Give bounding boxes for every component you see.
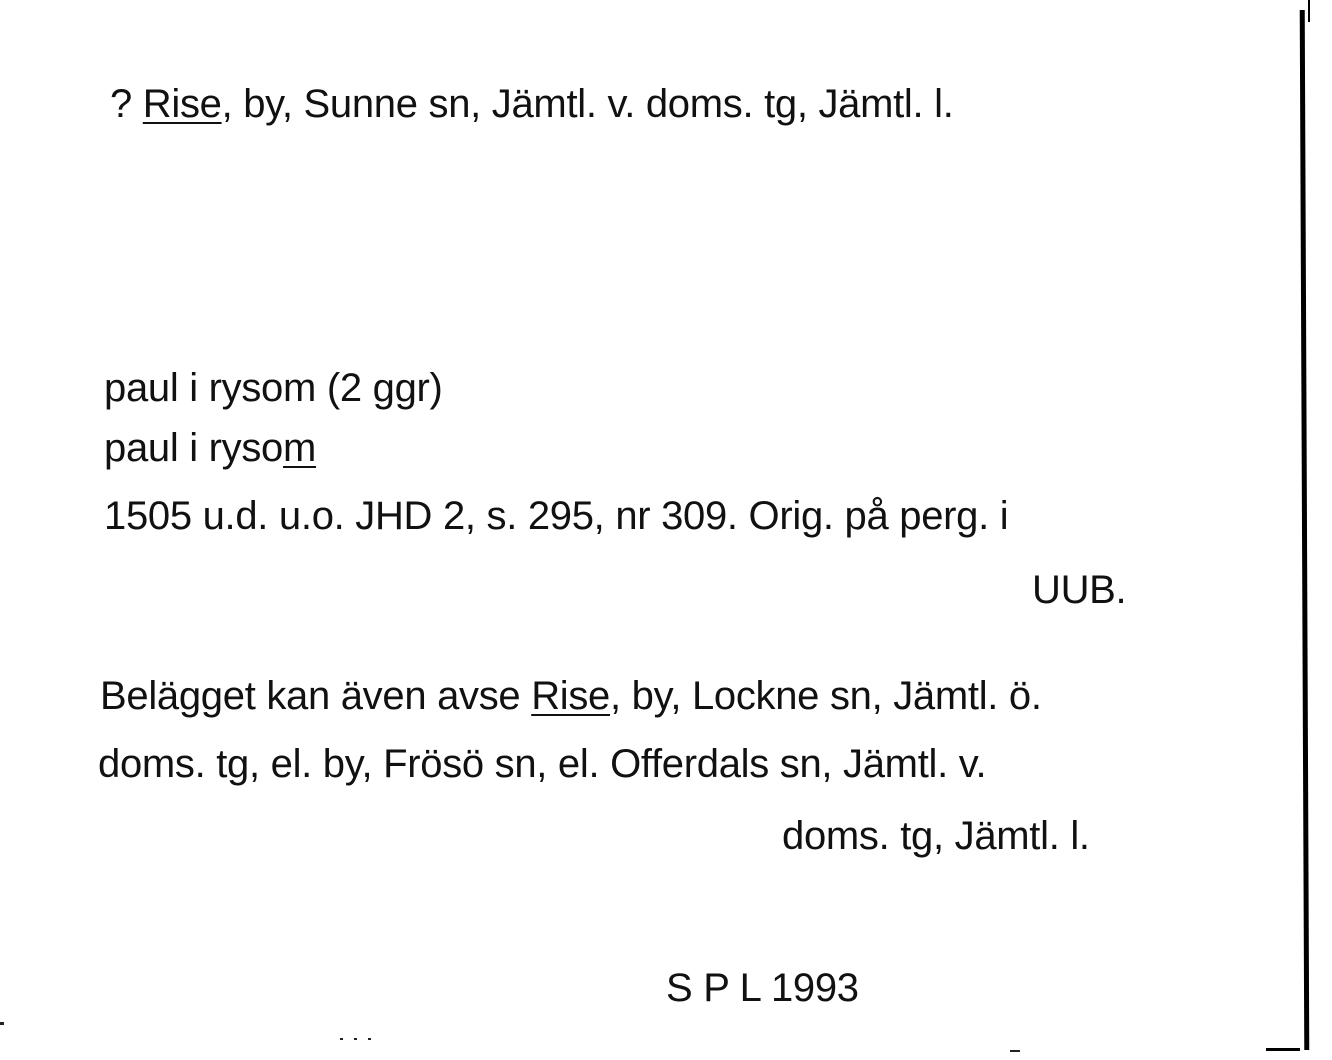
form-line-2-underlined: m	[283, 426, 317, 470]
card-right-edge	[1300, 10, 1310, 1050]
form-line-2-main: paul i ryso	[104, 426, 284, 470]
form-line-1: paul i rysom (2 ggr)	[104, 366, 443, 410]
header-line	[110, 80, 954, 128]
card-edge-top-mark	[1308, 0, 1310, 22]
header-prefix: ?	[110, 82, 143, 126]
header-place-name: Rise	[142, 82, 222, 126]
card-corner-mark	[1266, 1048, 1300, 1051]
scan-speck	[368, 1038, 371, 1040]
note-line-1-pre: Belägget kan även avse	[100, 674, 532, 718]
form-line-2	[104, 424, 316, 472]
note-line-2: doms. tg, el. by, Frösö sn, el. Offerdals sn, Jämtl. v.	[98, 742, 987, 786]
scan-speck	[1010, 1050, 1020, 1052]
note-place-name: Rise	[531, 674, 611, 718]
note-line-3: doms. tg, Jämtl. l.	[782, 814, 1090, 858]
note-line-1-post: , by, Lockne sn, Jämtl. ö.	[610, 674, 1042, 718]
source-line-1: 1505 u.d. u.o. JHD 2, s. 295, nr 309. Orig. på perg. i	[104, 494, 1009, 538]
scan-speck	[340, 1038, 343, 1040]
header-description: , by, Sunne sn, Jämtl. v. doms. tg, Jämtl. l.	[221, 82, 954, 126]
signature: S P L 1993	[666, 966, 859, 1010]
source-line-2: UUB.	[1032, 568, 1127, 612]
scan-speck	[0, 1022, 4, 1025]
scan-speck	[354, 1038, 357, 1040]
note-line-1	[100, 672, 1042, 720]
